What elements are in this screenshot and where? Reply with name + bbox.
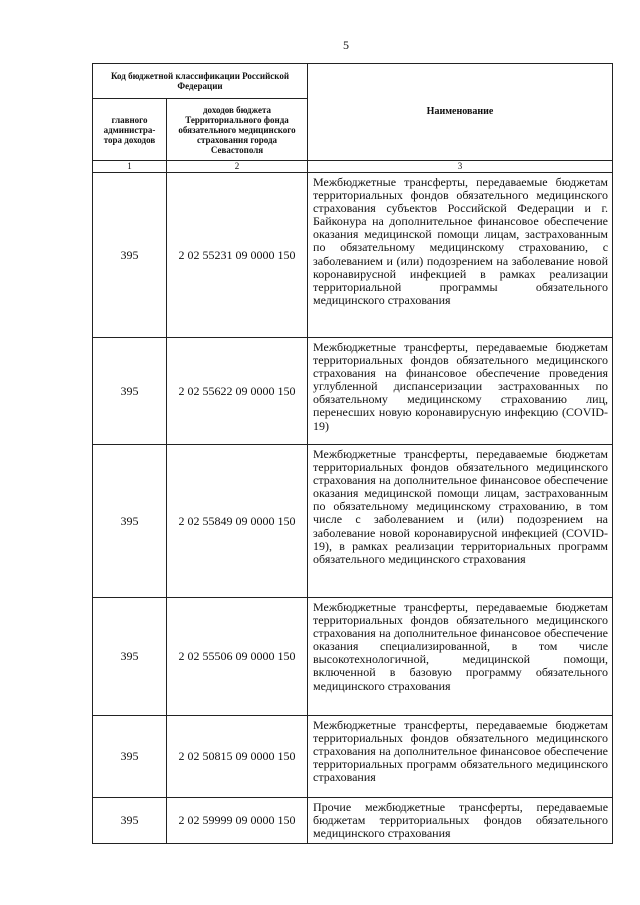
column-number: 1	[93, 161, 167, 173]
budget-classification-table	[92, 63, 613, 844]
table-row	[93, 445, 613, 598]
income-column-header: доходов бюджета Территориального фонда обязательного медицинского страхования города Севастополя	[167, 99, 308, 161]
income-name-cell: Межбюджетные трансферты, передаваемые бюджетам территориальных фондов обязательного медицинского страхования на дополнительное финансовое обеспечение оказания специализированной, в том числе высокотехнологичной, медицинской помощи, включенной в базовую программу обязательного медицинского страхования	[308, 598, 613, 716]
income-code-cell: 2 02 55506 09 0000 150	[167, 598, 308, 716]
column-number: 3	[308, 161, 613, 173]
income-code-cell: 2 02 55231 09 0000 150	[167, 173, 308, 338]
table-row	[93, 716, 613, 798]
admin-code-cell: 395	[93, 716, 167, 798]
income-code-cell: 2 02 55622 09 0000 150	[167, 338, 308, 445]
table-row	[93, 173, 613, 338]
column-number: 2	[167, 161, 308, 173]
admin-column-header: главного администра-тора доходов	[93, 99, 167, 161]
income-name-cell: Межбюджетные трансферты, передаваемые бюджетам территориальных фондов обязательного медицинского страхования субъектов Российской Федерации и г. Байконура на дополнительное финансовое обеспечение оказания медицинской помощи лицам, застрахованным по обязательному медицинскому страхованию, с заболеванием и (или) подозрением на заболевание новой коронавирусной инфекцией в рамках реализации территориальной программы обязательного медицинского страхования	[308, 173, 613, 338]
admin-code-cell: 395	[93, 798, 167, 844]
header-row-1	[93, 64, 613, 99]
admin-code-cell: 395	[93, 173, 167, 338]
income-name-cell: Межбюджетные трансферты, передаваемые бюджетам территориальных фондов обязательного медицинского страхования на финансовое обеспечение проведения углубленной диспансеризации застрахованных по обязательному медицинскому страхованию лиц, перенесших новую коронавирусную инфекцию (COVID-19)	[308, 338, 613, 445]
income-name-cell: Межбюджетные трансферты, передаваемые бюджетам территориальных фондов обязательного медицинского страхования на дополнительное финансовое обеспечение территориальных программ обязательного медицинского страхования	[308, 716, 613, 798]
income-code-cell: 2 02 59999 09 0000 150	[167, 798, 308, 844]
income-code-cell: 2 02 55849 09 0000 150	[167, 445, 308, 598]
income-name-cell: Межбюджетные трансферты, передаваемые бюджетам территориальных фондов обязательного медицинского страхования на дополнительное финансовое обеспечение оказания медицинской помощи лицам, застрахованным по обязательному медицинскому страхованию, в том числе с заболеванием и (или) подозрением на заболевание новой коронавирусной инфекцией (COVID-19), в рамках реализации территориальных программ обязательного медицинского страхования	[308, 445, 613, 598]
table-row	[93, 598, 613, 716]
name-column-header: Наименование	[308, 64, 613, 161]
income-name-cell: Прочие межбюджетные трансферты, передаваемые бюджетам территориальных фондов обязательного медицинского страхования	[308, 798, 613, 844]
admin-code-cell: 395	[93, 598, 167, 716]
table-row	[93, 338, 613, 445]
column-number-row	[93, 161, 613, 173]
table-row	[93, 798, 613, 844]
page-number: 5	[343, 38, 349, 52]
admin-code-cell: 395	[93, 338, 167, 445]
admin-code-cell: 395	[93, 445, 167, 598]
kbk-group-header: Код бюджетной классификации Российской Федерации	[93, 64, 308, 99]
income-code-cell: 2 02 50815 09 0000 150	[167, 716, 308, 798]
